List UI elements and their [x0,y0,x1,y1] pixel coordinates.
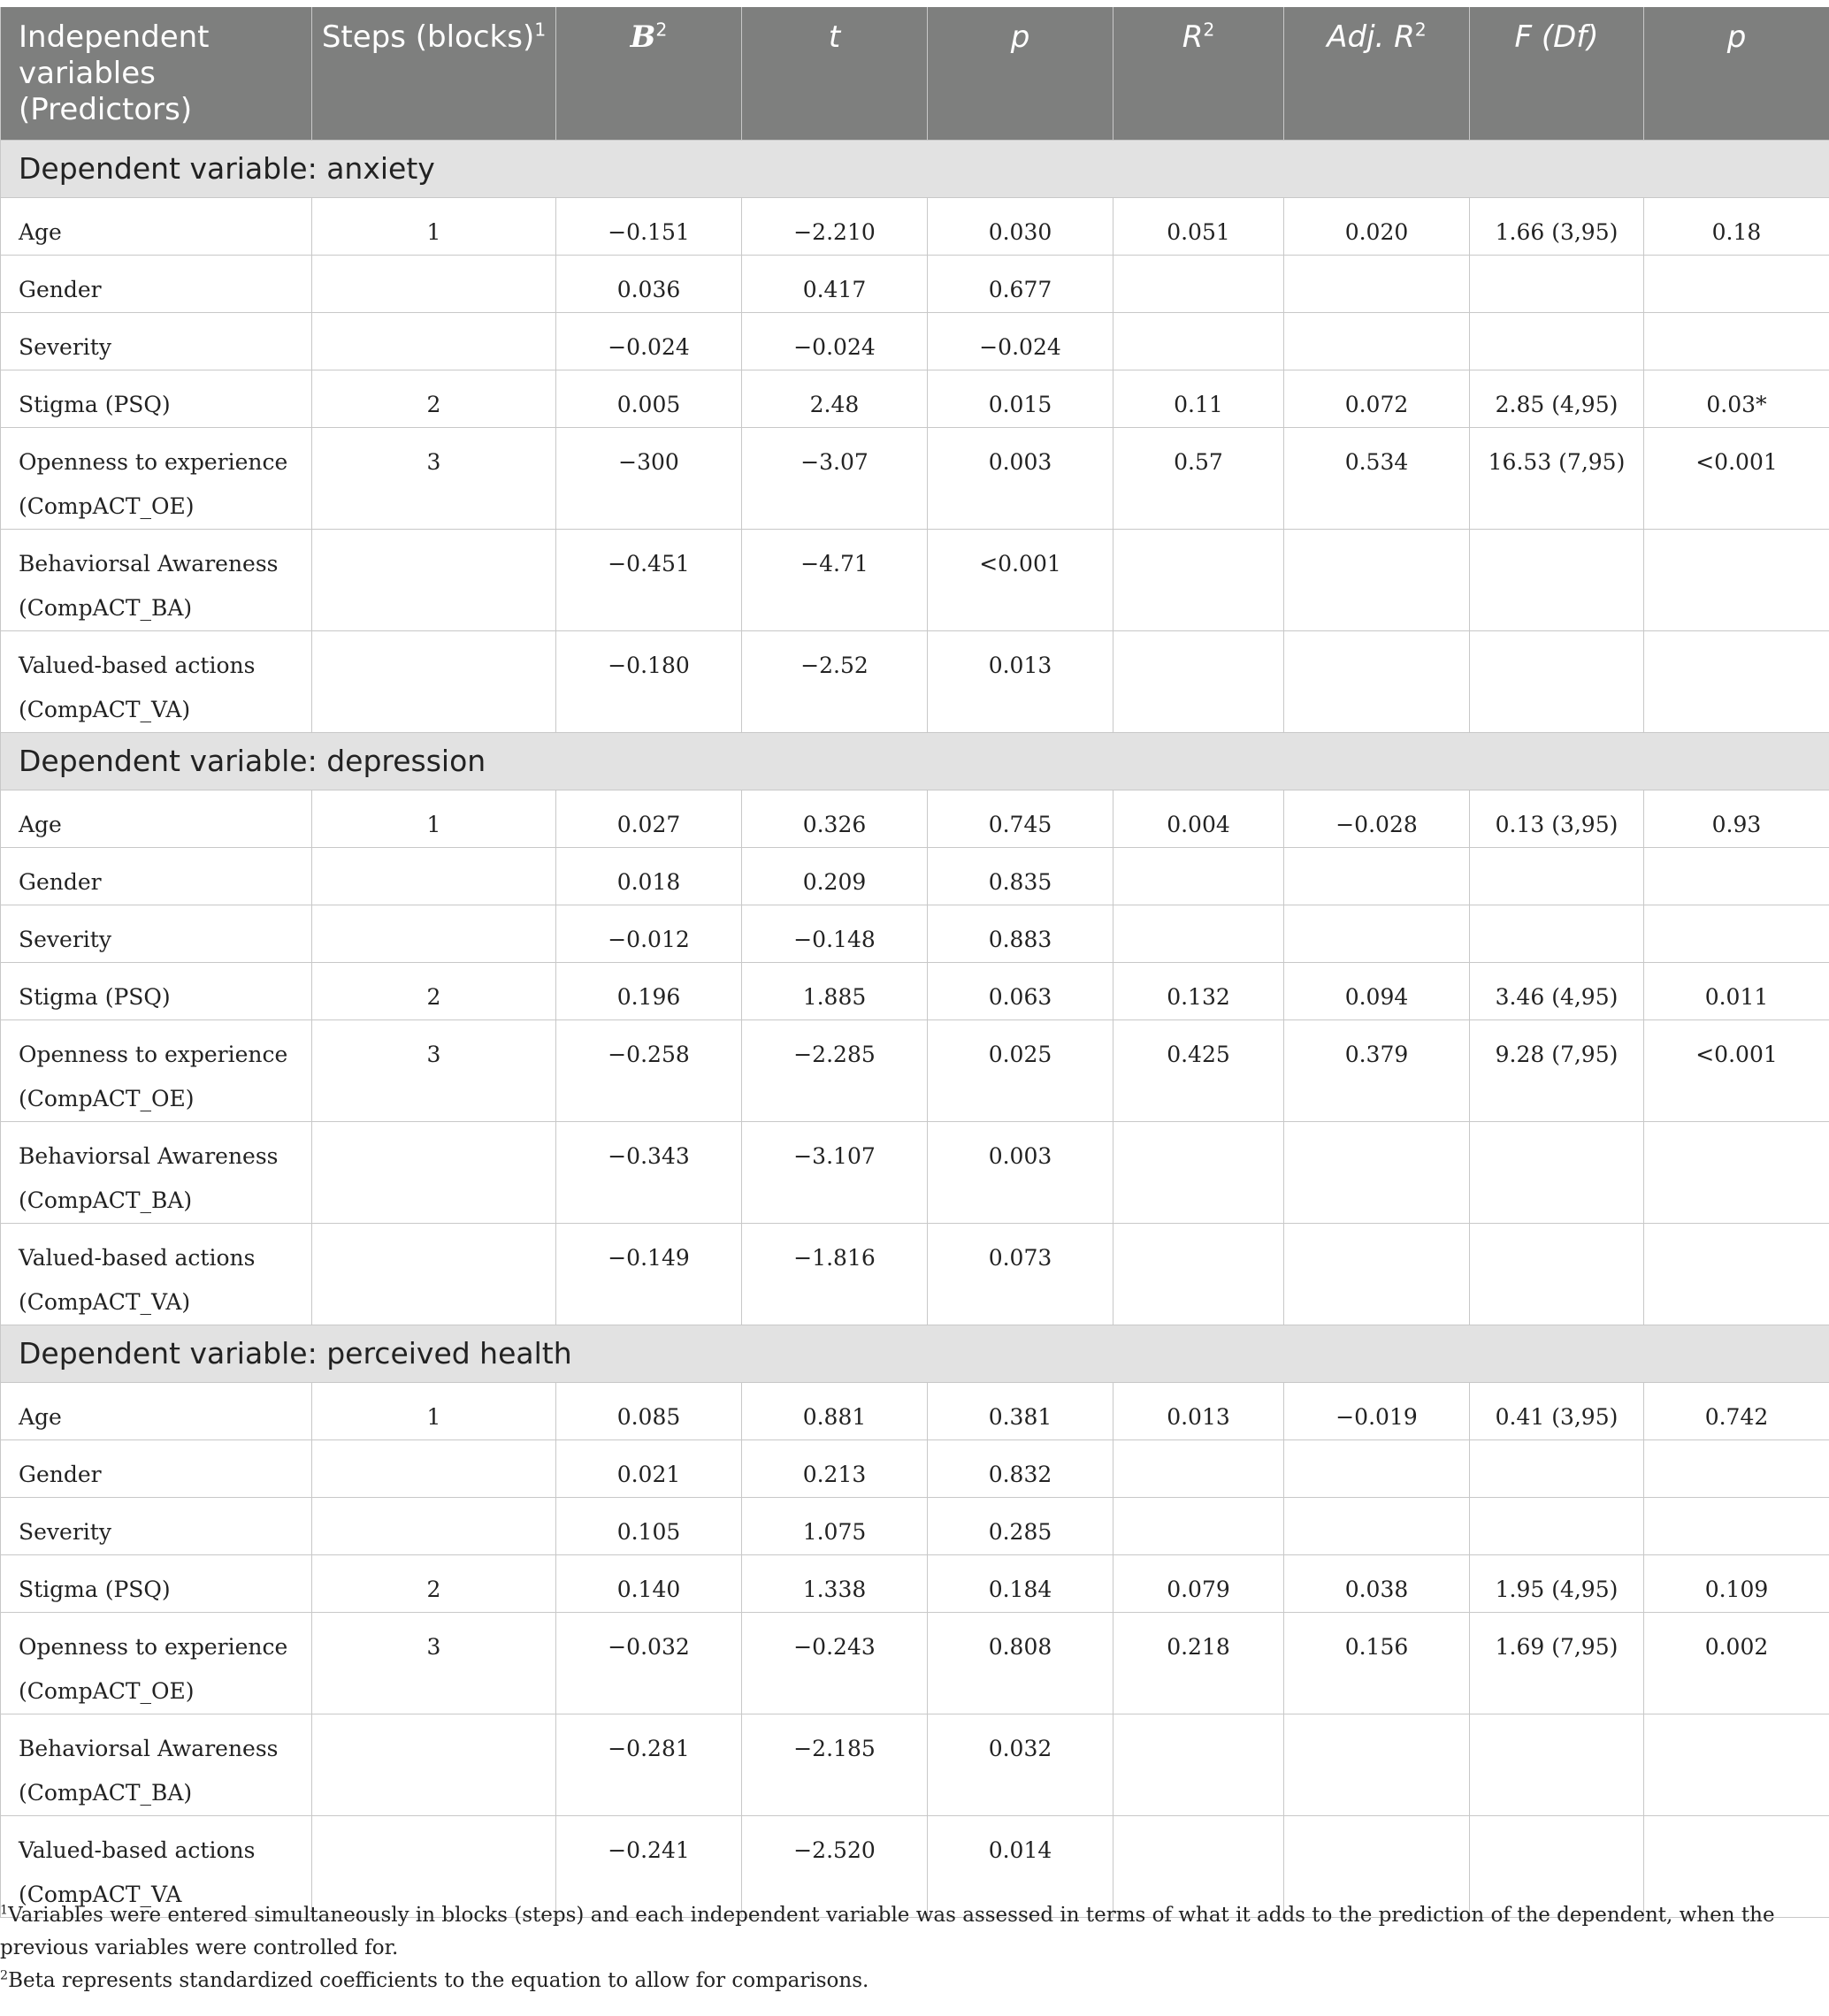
r-squared-cell [1113,1497,1284,1554]
adj-r-squared-cell [1284,1714,1470,1815]
footnote-1-text: Variables were entered simultaneously in blocks (steps) and each independent variable was assessed in terms of what it adds to the prediction of the dependent, when the previous variables were controlled for. [0,1904,1775,1959]
beta-cell: −0.343 [556,1121,742,1223]
regression-table [0,7,1829,1918]
t-value-cell: −1.816 [742,1223,928,1325]
adj-r-squared-cell: 0.072 [1284,370,1470,427]
header-f-df: F (Df) [1470,7,1644,140]
beta-cell: 0.036 [556,255,742,312]
section-header-row [1,732,1829,790]
adj-r-squared-cell: 0.020 [1284,197,1470,255]
p-value-cell: 0.883 [928,905,1113,962]
step-cell [312,529,556,630]
predictor-cell: Severity [1,905,312,962]
footnote-2-mark: 2 [0,1968,9,1983]
table-row [1,1223,1829,1325]
beta-cell: −300 [556,427,742,529]
model-p-cell [1644,1223,1829,1325]
adj-r-squared-cell [1284,630,1470,732]
predictor-cell: Age [1,790,312,847]
beta-cell: −0.258 [556,1019,742,1121]
header-adj-r-squared: Adj. $R^2$ [1284,7,1470,140]
section-header-row [1,140,1829,197]
beta-cell: −0.451 [556,529,742,630]
model-p-cell [1644,1439,1829,1497]
step-cell: 2 [312,1554,556,1612]
adj-r-squared-cell [1284,529,1470,630]
section-title: Dependent variable: perceived health [1,1325,1829,1382]
t-value-cell: 0.213 [742,1439,928,1497]
r-squared-cell: 0.079 [1113,1554,1284,1612]
p-value-cell: 0.032 [928,1714,1113,1815]
adj-r-squared-cell [1284,1497,1470,1554]
t-value-cell: −2.520 [742,1815,928,1917]
predictor-cell: Openness to experience (CompACT_OE) [1,427,312,529]
adj-r-squared-cell: −0.019 [1284,1382,1470,1439]
t-value-cell: −0.148 [742,905,928,962]
step-cell: 3 [312,427,556,529]
t-value-cell: −2.52 [742,630,928,732]
model-p-cell: 0.002 [1644,1612,1829,1714]
model-p-cell: <0.001 [1644,1019,1829,1121]
model-p-cell [1644,630,1829,732]
model-p-cell [1644,312,1829,370]
predictor-cell: Behaviorsal Awareness (CompACT_BA) [1,1714,312,1815]
f-df-cell [1470,255,1644,312]
beta-cell: −0.281 [556,1714,742,1815]
header-beta: $B^2$ [556,7,742,140]
beta-cell: −0.151 [556,197,742,255]
adj-r-squared-cell [1284,847,1470,905]
p-value-cell: 0.832 [928,1439,1113,1497]
header-p: p [928,7,1113,140]
footnote-2-text: Beta represents standardized coefficients to the equation to allow for comparisons. [8,1969,869,1992]
r-squared-cell [1113,1714,1284,1815]
table-body [1,140,1829,1917]
table-row [1,1121,1829,1223]
predictor-cell: Age [1,1382,312,1439]
p-value-cell: 0.015 [928,370,1113,427]
model-p-cell [1644,1714,1829,1815]
predictor-cell: Gender [1,847,312,905]
p-value-cell: −0.024 [928,312,1113,370]
p-value-cell: 0.025 [928,1019,1113,1121]
model-p-cell: 0.03* [1644,370,1829,427]
predictor-cell: Severity [1,312,312,370]
model-p-cell [1644,255,1829,312]
step-cell [312,1439,556,1497]
predictor-cell: Stigma (PSQ) [1,962,312,1019]
f-df-cell: 9.28 (7,95) [1470,1019,1644,1121]
p-value-cell: 0.381 [928,1382,1113,1439]
r-squared-cell [1113,529,1284,630]
t-value-cell: −4.71 [742,529,928,630]
adj-r-squared-cell: 0.534 [1284,427,1470,529]
f-df-cell [1470,312,1644,370]
adj-r-squared-cell [1284,1121,1470,1223]
table-row [1,197,1829,255]
p-value-cell: 0.063 [928,962,1113,1019]
header-r-squared: $R^2$ [1113,7,1284,140]
r-squared-cell [1113,1223,1284,1325]
model-p-cell: 0.742 [1644,1382,1829,1439]
f-df-cell: 1.95 (4,95) [1470,1554,1644,1612]
f-df-cell [1470,529,1644,630]
t-value-cell: −3.07 [742,427,928,529]
step-cell [312,312,556,370]
r-squared-cell [1113,847,1284,905]
table-row [1,847,1829,905]
f-df-cell: 3.46 (4,95) [1470,962,1644,1019]
f-df-cell [1470,905,1644,962]
beta-cell: 0.105 [556,1497,742,1554]
f-df-cell [1470,847,1644,905]
f-df-cell: 0.41 (3,95) [1470,1382,1644,1439]
adj-r-squared-cell [1284,312,1470,370]
t-value-cell: 1.338 [742,1554,928,1612]
r-squared-cell: 0.425 [1113,1019,1284,1121]
p-value-cell: 0.030 [928,197,1113,255]
p-value-cell: 0.285 [928,1497,1113,1554]
table-row [1,529,1829,630]
r-squared-cell: 0.004 [1113,790,1284,847]
model-p-cell: <0.001 [1644,427,1829,529]
predictor-cell: Valued-based actions (CompACT_VA) [1,1223,312,1325]
header-row [1,7,1829,140]
beta-cell: −0.024 [556,312,742,370]
beta-cell: −0.032 [556,1612,742,1714]
p-value-cell: 0.003 [928,427,1113,529]
predictor-cell: Severity [1,1497,312,1554]
table-row [1,1439,1829,1497]
adj-r-squared-cell: −0.028 [1284,790,1470,847]
t-value-cell: 2.48 [742,370,928,427]
header-steps-footnote-mark: 1 [534,19,547,41]
model-p-cell [1644,529,1829,630]
step-cell [312,255,556,312]
f-df-cell [1470,1121,1644,1223]
beta-cell: 0.196 [556,962,742,1019]
r-squared-cell: 0.218 [1113,1612,1284,1714]
predictor-cell: Openness to experience (CompACT_OE) [1,1612,312,1714]
footnote-2 [0,1965,1813,1997]
beta-cell: 0.021 [556,1439,742,1497]
p-value-cell: 0.073 [928,1223,1113,1325]
model-p-cell [1644,847,1829,905]
r-squared-cell: 0.013 [1113,1382,1284,1439]
r-squared-cell [1113,312,1284,370]
table-row [1,1612,1829,1714]
r-squared-cell [1113,1439,1284,1497]
predictor-cell: Stigma (PSQ) [1,370,312,427]
table-row [1,905,1829,962]
p-value-cell: 0.013 [928,630,1113,732]
adj-r-squared-cell: 0.379 [1284,1019,1470,1121]
p-value-cell: 0.003 [928,1121,1113,1223]
model-p-cell: 0.18 [1644,197,1829,255]
p-value-cell: 0.745 [928,790,1113,847]
step-cell: 2 [312,962,556,1019]
footnote-1 [0,1899,1813,1965]
table-row [1,1382,1829,1439]
table-row [1,255,1829,312]
model-p-cell [1644,905,1829,962]
step-cell: 1 [312,790,556,847]
step-cell [312,1714,556,1815]
adj-r-squared-cell [1284,905,1470,962]
table-row [1,962,1829,1019]
predictor-cell: Openness to experience (CompACT_OE) [1,1019,312,1121]
f-df-cell: 16.53 (7,95) [1470,427,1644,529]
step-cell [312,1497,556,1554]
header-t: t [742,7,928,140]
header-model-p: p [1644,7,1829,140]
t-value-cell: −0.243 [742,1612,928,1714]
adj-r-squared-cell [1284,255,1470,312]
p-value-cell: 0.184 [928,1554,1113,1612]
table-row [1,370,1829,427]
footnote-1-mark: 1 [0,1903,9,1918]
section-title: Dependent variable: anxiety [1,140,1829,197]
step-cell: 2 [312,370,556,427]
step-cell: 3 [312,1019,556,1121]
t-value-cell: 1.885 [742,962,928,1019]
adj-r-squared-cell [1284,1439,1470,1497]
predictor-cell: Gender [1,255,312,312]
model-p-cell [1644,1497,1829,1554]
t-value-cell: −2.210 [742,197,928,255]
section-header-row [1,1325,1829,1382]
model-p-cell: 0.109 [1644,1554,1829,1612]
table-row [1,312,1829,370]
beta-cell: 0.140 [556,1554,742,1612]
f-df-cell: 1.69 (7,95) [1470,1612,1644,1714]
beta-cell: −0.180 [556,630,742,732]
adj-r-squared-cell: 0.094 [1284,962,1470,1019]
t-value-cell: 1.075 [742,1497,928,1554]
table-row [1,790,1829,847]
f-df-cell: 0.13 (3,95) [1470,790,1644,847]
adj-r-squared-cell [1284,1223,1470,1325]
t-value-cell: −3.107 [742,1121,928,1223]
r-squared-cell: 0.57 [1113,427,1284,529]
r-squared-cell: 0.11 [1113,370,1284,427]
predictor-cell: Stigma (PSQ) [1,1554,312,1612]
r-squared-cell [1113,905,1284,962]
table-row [1,1714,1829,1815]
step-cell [312,847,556,905]
model-p-cell [1644,1121,1829,1223]
f-df-cell: 1.66 (3,95) [1470,197,1644,255]
table-row [1,1497,1829,1554]
step-cell [312,1121,556,1223]
step-cell: 3 [312,1612,556,1714]
f-df-cell: 2.85 (4,95) [1470,370,1644,427]
adj-r-squared-cell: 0.038 [1284,1554,1470,1612]
t-value-cell: −0.024 [742,312,928,370]
beta-cell: 0.027 [556,790,742,847]
table-row [1,1554,1829,1612]
f-df-cell [1470,1439,1644,1497]
predictor-cell: Valued-based actions (CompACT_VA [1,1815,312,1917]
adj-r-squared-cell: 0.156 [1284,1612,1470,1714]
header-steps: Steps (blocks)$^1$ [312,7,556,140]
step-cell: 1 [312,197,556,255]
predictor-cell: Behaviorsal Awareness (CompACT_BA) [1,1121,312,1223]
step-cell [312,905,556,962]
t-value-cell: 0.881 [742,1382,928,1439]
table-row [1,1019,1829,1121]
step-cell: 1 [312,1382,556,1439]
beta-cell: −0.149 [556,1223,742,1325]
p-value-cell: 0.808 [928,1612,1113,1714]
f-df-cell [1470,1497,1644,1554]
predictor-cell: Gender [1,1439,312,1497]
table-row [1,630,1829,732]
r-squared-cell: 0.051 [1113,197,1284,255]
table-footnotes [0,1899,1813,1997]
model-p-cell: 0.93 [1644,790,1829,847]
model-p-cell: 0.011 [1644,962,1829,1019]
f-df-cell [1470,630,1644,732]
step-cell [312,1223,556,1325]
p-value-cell: 0.014 [928,1815,1113,1917]
header-r-squared-superscript: 2 [1203,19,1215,41]
f-df-cell [1470,1714,1644,1815]
t-value-cell: −2.285 [742,1019,928,1121]
predictor-cell: Age [1,197,312,255]
t-value-cell: −2.185 [742,1714,928,1815]
section-title: Dependent variable: depression [1,732,1829,790]
header-independent-variables: Independent variables (Predictors) [1,7,312,140]
beta-cell: −0.241 [556,1815,742,1917]
beta-cell: 0.005 [556,370,742,427]
r-squared-cell [1113,630,1284,732]
step-cell [312,630,556,732]
t-value-cell: 0.209 [742,847,928,905]
table-row [1,427,1829,529]
r-squared-cell [1113,255,1284,312]
p-value-cell: 0.835 [928,847,1113,905]
predictor-cell: Valued-based actions (CompACT_VA) [1,630,312,732]
header-adj-r-squared-superscript: 2 [1414,19,1427,41]
predictor-cell: Behaviorsal Awareness (CompACT_BA) [1,529,312,630]
beta-cell: 0.018 [556,847,742,905]
t-value-cell: 0.417 [742,255,928,312]
header-beta-footnote-mark: 2 [655,19,668,41]
p-value-cell: <0.001 [928,529,1113,630]
r-squared-cell: 0.132 [1113,962,1284,1019]
p-value-cell: 0.677 [928,255,1113,312]
f-df-cell [1470,1223,1644,1325]
r-squared-cell [1113,1121,1284,1223]
beta-cell: 0.085 [556,1382,742,1439]
t-value-cell: 0.326 [742,790,928,847]
beta-cell: −0.012 [556,905,742,962]
